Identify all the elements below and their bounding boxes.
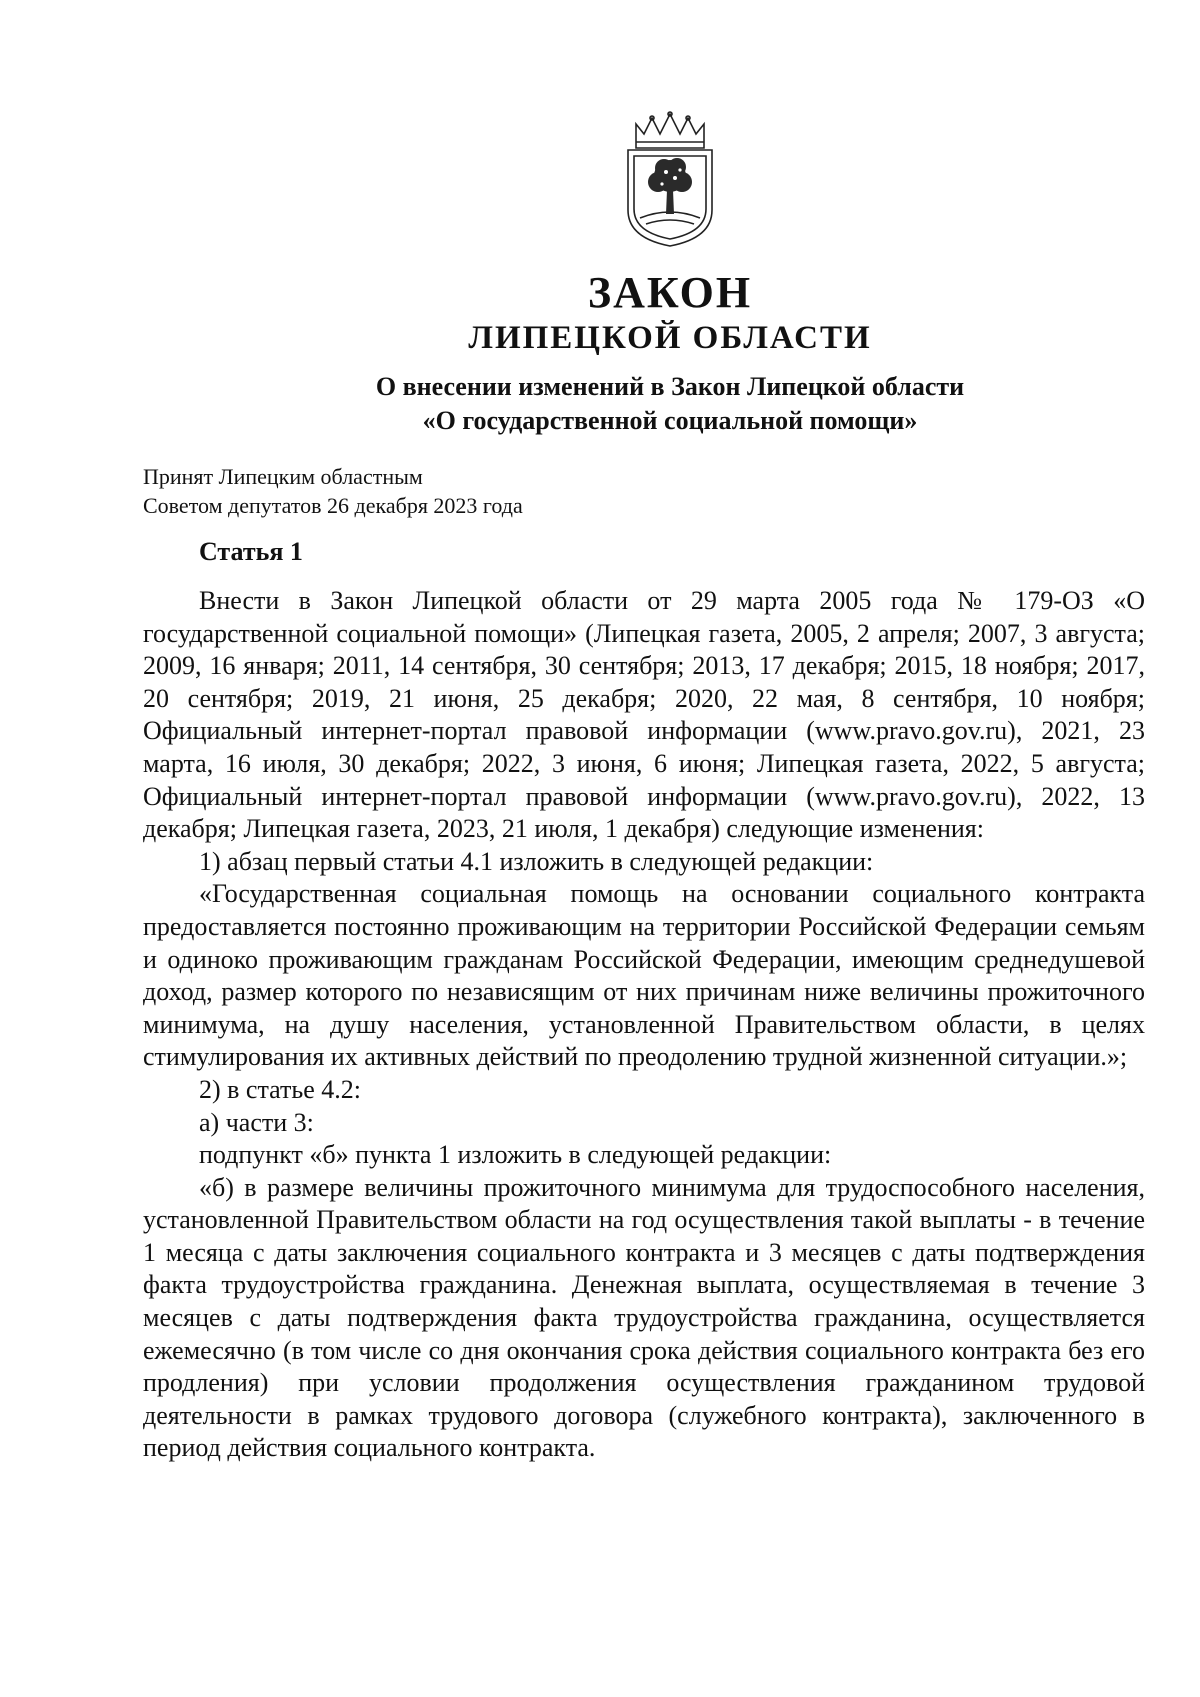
adoption-note-line: Советом депутатов 26 декабря 2023 года — [143, 493, 523, 518]
article-body — [143, 585, 1145, 1465]
adoption-note — [143, 462, 523, 520]
article-paragraph: «Государственная социальная помощь на основании социального контракта предоставляется постоянно проживающим на территории Российской Федерации семьям и одиноко проживающим гражданам Российской Федерации, имеющим среднедушевой доход, размер которого по независящим от них причинам ниже величины прожиточного минимума, на душу населения, установленной Правительством области, в целях стимулирования их активных действий по преодолению трудной жизненной ситуации.»; — [143, 879, 1145, 1072]
lipetsk-coat-of-arms-icon — [622, 110, 718, 250]
article-paragraph: 1) абзац первый статьи 4.1 изложить в следующей редакции: — [199, 846, 874, 876]
law-title: ЗАКОН — [587, 268, 753, 317]
article-heading: Статья 1 — [199, 537, 303, 566]
law-region-subtitle: ЛИПЕЦКОЙ ОБЛАСТИ — [468, 320, 872, 356]
adoption-note-line: Принят Липецким областным — [143, 464, 423, 489]
law-subject — [0, 370, 1200, 438]
article-paragraph: а) части 3: — [199, 1107, 314, 1137]
article-paragraph: «б) в размере величины прожиточного минимума для трудоспособного населения, установленной Правительством области на год осуществления такой выплаты - в течение 1 месяца с даты заключения социального контракта и 3 месяцев с даты подтверждения факта трудоустройства гражданина. Денежная выплата, осуществляемая в течение 3 месяцев с даты подтверждения факта трудоустройства гражданина, осуществляется ежемесячно (в том числе со дня окончания срока действия социального контракта без его продления) при условии продолжения осуществления гражданином трудовой деятельности в рамках трудового договора (служебного контракта), заключенного в период действия социального контракта. — [143, 1172, 1145, 1463]
article-paragraph: подпункт «б» пункта 1 изложить в следующей редакции: — [199, 1140, 832, 1170]
law-subject-line: О внесении изменений в Закон Липецкой области — [375, 372, 965, 401]
article-paragraph: Внести в Закон Липецкой области от 29 марта 2005 года № 179-ОЗ «О государственной социальной помощи» (Липецкая газета, 2005, 2 апреля; 2007, 3 августа; 2009, 16 января; 2011, 14 сентября, 30 сентября; 2013, 17 декабря; 2015, 18 ноября; 2017, 20 сентября; 2019, 21 июня, 25 декабря; 2020, 22 мая, 8 сентября, 10 ноября; Официальный интернет-портал правовой информации (www.pravo.gov.ru), 2021, 23 марта, 16 июля, 30 декабря; 2022, 3 июня, 6 июня; Липецкая газета, 2022, 5 августа; Официальный интернет-портал правовой информации (www.pravo.gov.ru), 2022, 13 декабря; Липецкая газета, 2023, 21 июля, 1 декабря) следующие изменения: — [143, 586, 1145, 844]
article-paragraph: 2) в статье 4.2: — [199, 1074, 362, 1104]
law-subject-line: «О государственной социальной помощи» — [422, 406, 918, 435]
